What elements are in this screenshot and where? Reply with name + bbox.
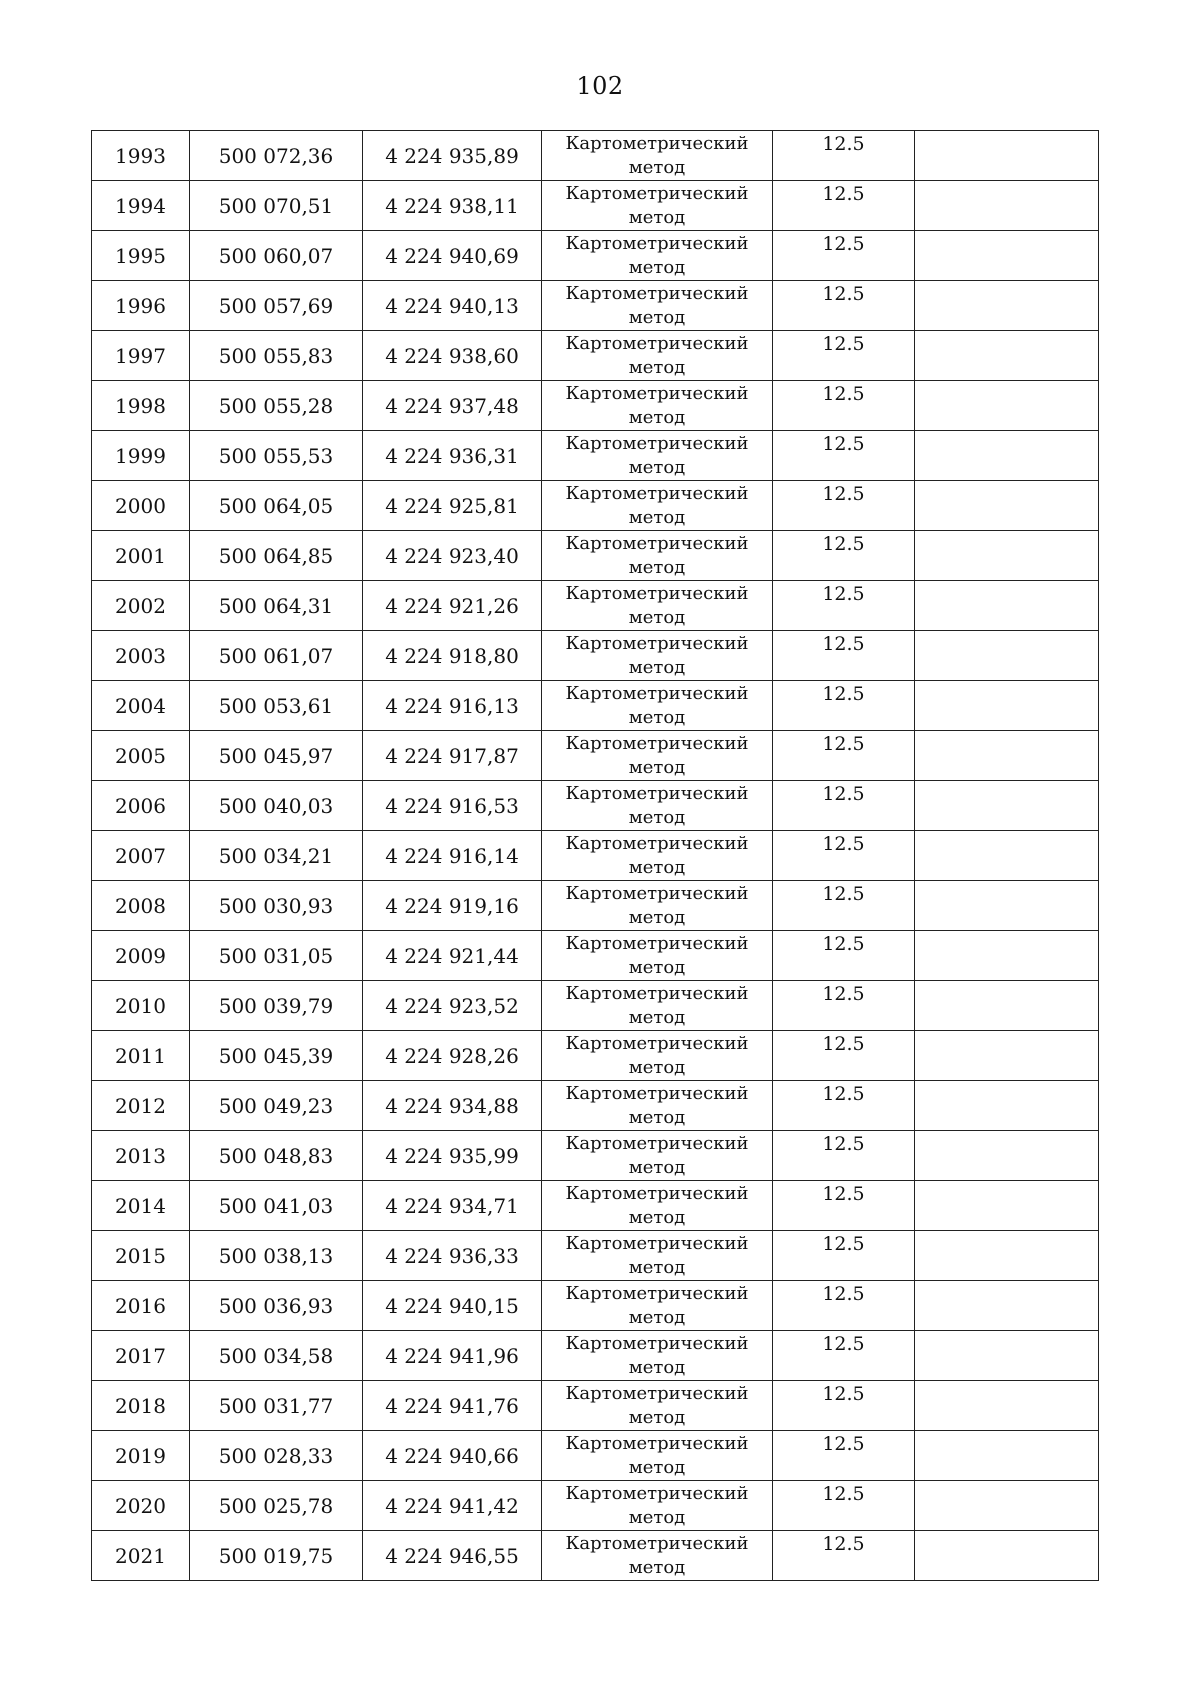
empty-cell xyxy=(915,1381,1099,1431)
point-number-cell: 2011 xyxy=(92,1031,190,1081)
x-coordinate-cell: 500 025,78 xyxy=(190,1481,363,1531)
method-line-2: метод xyxy=(628,607,686,628)
point-number-cell: 2007 xyxy=(92,831,190,881)
method-cell xyxy=(542,1231,773,1281)
point-number-cell: 1995 xyxy=(92,231,190,281)
precision-cell: 12.5 xyxy=(773,831,915,881)
method-line-1: Картометрический xyxy=(565,983,749,1004)
point-number-cell: 2019 xyxy=(92,1431,190,1481)
empty-cell xyxy=(915,1281,1099,1331)
method-line-1: Картометрический xyxy=(565,1183,749,1204)
table-row xyxy=(92,831,1099,881)
point-number-cell: 1993 xyxy=(92,131,190,181)
precision-cell: 12.5 xyxy=(773,931,915,981)
method-line-1: Картометрический xyxy=(565,233,749,254)
method-line-1: Картометрический xyxy=(565,733,749,754)
x-coordinate-cell: 500 036,93 xyxy=(190,1281,363,1331)
y-coordinate-cell: 4 224 941,42 xyxy=(363,1481,542,1531)
x-coordinate-cell: 500 040,03 xyxy=(190,781,363,831)
empty-cell xyxy=(915,1131,1099,1181)
precision-cell: 12.5 xyxy=(773,1481,915,1531)
x-coordinate-cell: 500 034,58 xyxy=(190,1331,363,1381)
point-number-cell: 2013 xyxy=(92,1131,190,1181)
method-cell xyxy=(542,1181,773,1231)
method-line-2: метод xyxy=(628,507,686,528)
empty-cell xyxy=(915,581,1099,631)
method-cell xyxy=(542,431,773,481)
method-line-1: Картометрический xyxy=(565,683,749,704)
method-line-2: метод xyxy=(628,1307,686,1328)
empty-cell xyxy=(915,981,1099,1031)
table-row xyxy=(92,1231,1099,1281)
x-coordinate-cell: 500 039,79 xyxy=(190,981,363,1031)
precision-cell: 12.5 xyxy=(773,881,915,931)
method-cell xyxy=(542,281,773,331)
coordinates-table-body xyxy=(92,131,1099,1581)
y-coordinate-cell: 4 224 937,48 xyxy=(363,381,542,431)
precision-cell: 12.5 xyxy=(773,481,915,531)
method-cell xyxy=(542,881,773,931)
empty-cell xyxy=(915,231,1099,281)
y-coordinate-cell: 4 224 923,40 xyxy=(363,531,542,581)
table-row xyxy=(92,231,1099,281)
precision-cell: 12.5 xyxy=(773,531,915,581)
empty-cell xyxy=(915,1531,1099,1581)
empty-cell xyxy=(915,381,1099,431)
method-cell xyxy=(542,1081,773,1131)
y-coordinate-cell: 4 224 928,26 xyxy=(363,1031,542,1081)
precision-cell: 12.5 xyxy=(773,781,915,831)
method-line-2: метод xyxy=(628,807,686,828)
table-row xyxy=(92,381,1099,431)
precision-cell: 12.5 xyxy=(773,131,915,181)
point-number-cell: 2014 xyxy=(92,1181,190,1231)
method-line-2: метод xyxy=(628,707,686,728)
y-coordinate-cell: 4 224 916,13 xyxy=(363,681,542,731)
point-number-cell: 2012 xyxy=(92,1081,190,1131)
method-cell xyxy=(542,531,773,581)
point-number-cell: 2001 xyxy=(92,531,190,581)
method-line-2: метод xyxy=(628,657,686,678)
method-line-2: метод xyxy=(628,857,686,878)
y-coordinate-cell: 4 224 941,76 xyxy=(363,1381,542,1431)
method-line-1: Картометрический xyxy=(565,533,749,554)
precision-cell: 12.5 xyxy=(773,1181,915,1231)
empty-cell xyxy=(915,1181,1099,1231)
empty-cell xyxy=(915,1431,1099,1481)
method-line-2: метод xyxy=(628,1207,686,1228)
precision-cell: 12.5 xyxy=(773,1331,915,1381)
table-row xyxy=(92,631,1099,681)
method-cell xyxy=(542,831,773,881)
page-number: 102 xyxy=(576,72,624,100)
method-line-1: Картометрический xyxy=(565,783,749,804)
empty-cell xyxy=(915,881,1099,931)
method-line-1: Картометрический xyxy=(565,1483,749,1504)
method-line-1: Картометрический xyxy=(565,1533,749,1554)
precision-cell: 12.5 xyxy=(773,181,915,231)
point-number-cell: 2004 xyxy=(92,681,190,731)
precision-cell: 12.5 xyxy=(773,331,915,381)
precision-cell: 12.5 xyxy=(773,1081,915,1131)
method-line-1: Картометрический xyxy=(565,383,749,404)
table-row xyxy=(92,931,1099,981)
empty-cell xyxy=(915,281,1099,331)
method-line-2: метод xyxy=(628,207,686,228)
empty-cell xyxy=(915,681,1099,731)
precision-cell: 12.5 xyxy=(773,581,915,631)
table-row xyxy=(92,531,1099,581)
x-coordinate-cell: 500 057,69 xyxy=(190,281,363,331)
method-cell xyxy=(542,181,773,231)
table-row xyxy=(92,981,1099,1031)
x-coordinate-cell: 500 034,21 xyxy=(190,831,363,881)
method-cell xyxy=(542,481,773,531)
point-number-cell: 2015 xyxy=(92,1231,190,1281)
method-cell xyxy=(542,1431,773,1481)
method-line-2: метод xyxy=(628,357,686,378)
method-cell xyxy=(542,1031,773,1081)
method-cell xyxy=(542,131,773,181)
empty-cell xyxy=(915,531,1099,581)
method-line-2: метод xyxy=(628,957,686,978)
method-line-1: Картометрический xyxy=(565,1233,749,1254)
y-coordinate-cell: 4 224 935,99 xyxy=(363,1131,542,1181)
table-row xyxy=(92,1431,1099,1481)
method-line-1: Картометрический xyxy=(565,1383,749,1404)
method-line-2: метод xyxy=(628,1257,686,1278)
y-coordinate-cell: 4 224 940,69 xyxy=(363,231,542,281)
precision-cell: 12.5 xyxy=(773,981,915,1031)
table-row xyxy=(92,1531,1099,1581)
point-number-cell: 2010 xyxy=(92,981,190,1031)
precision-cell: 12.5 xyxy=(773,681,915,731)
method-line-2: метод xyxy=(628,907,686,928)
x-coordinate-cell: 500 038,13 xyxy=(190,1231,363,1281)
empty-cell xyxy=(915,1031,1099,1081)
empty-cell xyxy=(915,1231,1099,1281)
x-coordinate-cell: 500 019,75 xyxy=(190,1531,363,1581)
point-number-cell: 1996 xyxy=(92,281,190,331)
y-coordinate-cell: 4 224 934,71 xyxy=(363,1181,542,1231)
y-coordinate-cell: 4 224 936,31 xyxy=(363,431,542,481)
empty-cell xyxy=(915,831,1099,881)
precision-cell: 12.5 xyxy=(773,1281,915,1331)
y-coordinate-cell: 4 224 940,15 xyxy=(363,1281,542,1331)
method-line-2: метод xyxy=(628,1407,686,1428)
y-coordinate-cell: 4 224 936,33 xyxy=(363,1231,542,1281)
table-row xyxy=(92,1281,1099,1331)
method-line-2: метод xyxy=(628,1157,686,1178)
method-line-2: метод xyxy=(628,1107,686,1128)
method-cell xyxy=(542,981,773,1031)
method-cell xyxy=(542,331,773,381)
y-coordinate-cell: 4 224 935,89 xyxy=(363,131,542,181)
method-cell xyxy=(542,581,773,631)
method-cell xyxy=(542,1331,773,1381)
y-coordinate-cell: 4 224 921,26 xyxy=(363,581,542,631)
method-line-1: Картометрический xyxy=(565,833,749,854)
method-line-2: метод xyxy=(628,1507,686,1528)
method-cell xyxy=(542,731,773,781)
point-number-cell: 2002 xyxy=(92,581,190,631)
method-line-2: метод xyxy=(628,757,686,778)
empty-cell xyxy=(915,1081,1099,1131)
y-coordinate-cell: 4 224 921,44 xyxy=(363,931,542,981)
method-line-1: Картометрический xyxy=(565,583,749,604)
empty-cell xyxy=(915,331,1099,381)
method-cell xyxy=(542,1531,773,1581)
table-row xyxy=(92,881,1099,931)
table-row xyxy=(92,731,1099,781)
x-coordinate-cell: 500 072,36 xyxy=(190,131,363,181)
y-coordinate-cell: 4 224 938,11 xyxy=(363,181,542,231)
table-row xyxy=(92,1381,1099,1431)
point-number-cell: 1994 xyxy=(92,181,190,231)
precision-cell: 12.5 xyxy=(773,1131,915,1181)
table-row xyxy=(92,281,1099,331)
method-line-2: метод xyxy=(628,157,686,178)
method-cell xyxy=(542,931,773,981)
point-number-cell: 2020 xyxy=(92,1481,190,1531)
x-coordinate-cell: 500 060,07 xyxy=(190,231,363,281)
precision-cell: 12.5 xyxy=(773,1381,915,1431)
point-number-cell: 2008 xyxy=(92,881,190,931)
x-coordinate-cell: 500 055,28 xyxy=(190,381,363,431)
y-coordinate-cell: 4 224 918,80 xyxy=(363,631,542,681)
table-row xyxy=(92,431,1099,481)
table-row xyxy=(92,1131,1099,1181)
table-row xyxy=(92,1331,1099,1381)
y-coordinate-cell: 4 224 916,14 xyxy=(363,831,542,881)
precision-cell: 12.5 xyxy=(773,281,915,331)
point-number-cell: 2005 xyxy=(92,731,190,781)
method-line-2: метод xyxy=(628,457,686,478)
point-number-cell: 2009 xyxy=(92,931,190,981)
method-line-2: метод xyxy=(628,1557,686,1578)
precision-cell: 12.5 xyxy=(773,1031,915,1081)
method-cell xyxy=(542,1131,773,1181)
method-cell xyxy=(542,381,773,431)
y-coordinate-cell: 4 224 919,16 xyxy=(363,881,542,931)
x-coordinate-cell: 500 049,23 xyxy=(190,1081,363,1131)
method-line-2: метод xyxy=(628,307,686,328)
x-coordinate-cell: 500 055,83 xyxy=(190,331,363,381)
empty-cell xyxy=(915,181,1099,231)
method-line-1: Картометрический xyxy=(565,483,749,504)
precision-cell: 12.5 xyxy=(773,431,915,481)
point-number-cell: 2000 xyxy=(92,481,190,531)
y-coordinate-cell: 4 224 938,60 xyxy=(363,331,542,381)
x-coordinate-cell: 500 055,53 xyxy=(190,431,363,481)
x-coordinate-cell: 500 053,61 xyxy=(190,681,363,731)
method-line-2: метод xyxy=(628,1457,686,1478)
coordinates-table xyxy=(91,130,1099,1581)
point-number-cell: 2018 xyxy=(92,1381,190,1431)
method-line-1: Картометрический xyxy=(565,933,749,954)
table-row xyxy=(92,1031,1099,1081)
y-coordinate-cell: 4 224 923,52 xyxy=(363,981,542,1031)
y-coordinate-cell: 4 224 934,88 xyxy=(363,1081,542,1131)
empty-cell xyxy=(915,731,1099,781)
table-row xyxy=(92,581,1099,631)
precision-cell: 12.5 xyxy=(773,731,915,781)
method-line-1: Картометрический xyxy=(565,1033,749,1054)
precision-cell: 12.5 xyxy=(773,631,915,681)
point-number-cell: 2021 xyxy=(92,1531,190,1581)
x-coordinate-cell: 500 061,07 xyxy=(190,631,363,681)
method-line-1: Картометрический xyxy=(565,333,749,354)
empty-cell xyxy=(915,631,1099,681)
x-coordinate-cell: 500 048,83 xyxy=(190,1131,363,1181)
empty-cell xyxy=(915,931,1099,981)
table-row xyxy=(92,681,1099,731)
precision-cell: 12.5 xyxy=(773,381,915,431)
point-number-cell: 1998 xyxy=(92,381,190,431)
x-coordinate-cell: 500 064,85 xyxy=(190,531,363,581)
method-line-1: Картометрический xyxy=(565,1133,749,1154)
method-line-1: Картометрический xyxy=(565,1333,749,1354)
empty-cell xyxy=(915,1331,1099,1381)
point-number-cell: 2006 xyxy=(92,781,190,831)
method-line-1: Картометрический xyxy=(565,133,749,154)
x-coordinate-cell: 500 045,97 xyxy=(190,731,363,781)
empty-cell xyxy=(915,781,1099,831)
method-cell xyxy=(542,781,773,831)
y-coordinate-cell: 4 224 941,96 xyxy=(363,1331,542,1381)
table-row xyxy=(92,181,1099,231)
y-coordinate-cell: 4 224 925,81 xyxy=(363,481,542,531)
x-coordinate-cell: 500 041,03 xyxy=(190,1181,363,1231)
method-line-2: метод xyxy=(628,1357,686,1378)
empty-cell xyxy=(915,131,1099,181)
x-coordinate-cell: 500 070,51 xyxy=(190,181,363,231)
y-coordinate-cell: 4 224 916,53 xyxy=(363,781,542,831)
point-number-cell: 1999 xyxy=(92,431,190,481)
table-row xyxy=(92,781,1099,831)
method-line-2: метод xyxy=(628,557,686,578)
point-number-cell: 1997 xyxy=(92,331,190,381)
method-line-2: метод xyxy=(628,407,686,428)
x-coordinate-cell: 500 030,93 xyxy=(190,881,363,931)
point-number-cell: 2017 xyxy=(92,1331,190,1381)
point-number-cell: 2003 xyxy=(92,631,190,681)
method-line-1: Картометрический xyxy=(565,1083,749,1104)
point-number-cell: 2016 xyxy=(92,1281,190,1331)
x-coordinate-cell: 500 031,77 xyxy=(190,1381,363,1431)
empty-cell xyxy=(915,1481,1099,1531)
y-coordinate-cell: 4 224 940,66 xyxy=(363,1431,542,1481)
method-line-1: Картометрический xyxy=(565,433,749,454)
x-coordinate-cell: 500 045,39 xyxy=(190,1031,363,1081)
method-cell xyxy=(542,631,773,681)
x-coordinate-cell: 500 064,05 xyxy=(190,481,363,531)
method-cell xyxy=(542,681,773,731)
method-line-1: Картометрический xyxy=(565,183,749,204)
empty-cell xyxy=(915,431,1099,481)
method-line-1: Картометрический xyxy=(565,1283,749,1304)
table-row xyxy=(92,1481,1099,1531)
method-line-1: Картометрический xyxy=(565,1433,749,1454)
y-coordinate-cell: 4 224 946,55 xyxy=(363,1531,542,1581)
method-cell xyxy=(542,1281,773,1331)
method-line-1: Картометрический xyxy=(565,883,749,904)
method-cell xyxy=(542,231,773,281)
table-row xyxy=(92,481,1099,531)
table-row xyxy=(92,1081,1099,1131)
table-row xyxy=(92,1181,1099,1231)
method-line-2: метод xyxy=(628,1007,686,1028)
method-line-2: метод xyxy=(628,1057,686,1078)
method-line-1: Картометрический xyxy=(565,633,749,654)
method-line-2: метод xyxy=(628,257,686,278)
precision-cell: 12.5 xyxy=(773,1531,915,1581)
method-cell xyxy=(542,1381,773,1431)
method-cell xyxy=(542,1481,773,1531)
table-row xyxy=(92,331,1099,381)
x-coordinate-cell: 500 028,33 xyxy=(190,1431,363,1481)
table-row xyxy=(92,131,1099,181)
y-coordinate-cell: 4 224 940,13 xyxy=(363,281,542,331)
method-line-1: Картометрический xyxy=(565,283,749,304)
precision-cell: 12.5 xyxy=(773,231,915,281)
y-coordinate-cell: 4 224 917,87 xyxy=(363,731,542,781)
x-coordinate-cell: 500 031,05 xyxy=(190,931,363,981)
x-coordinate-cell: 500 064,31 xyxy=(190,581,363,631)
precision-cell: 12.5 xyxy=(773,1431,915,1481)
precision-cell: 12.5 xyxy=(773,1231,915,1281)
empty-cell xyxy=(915,481,1099,531)
